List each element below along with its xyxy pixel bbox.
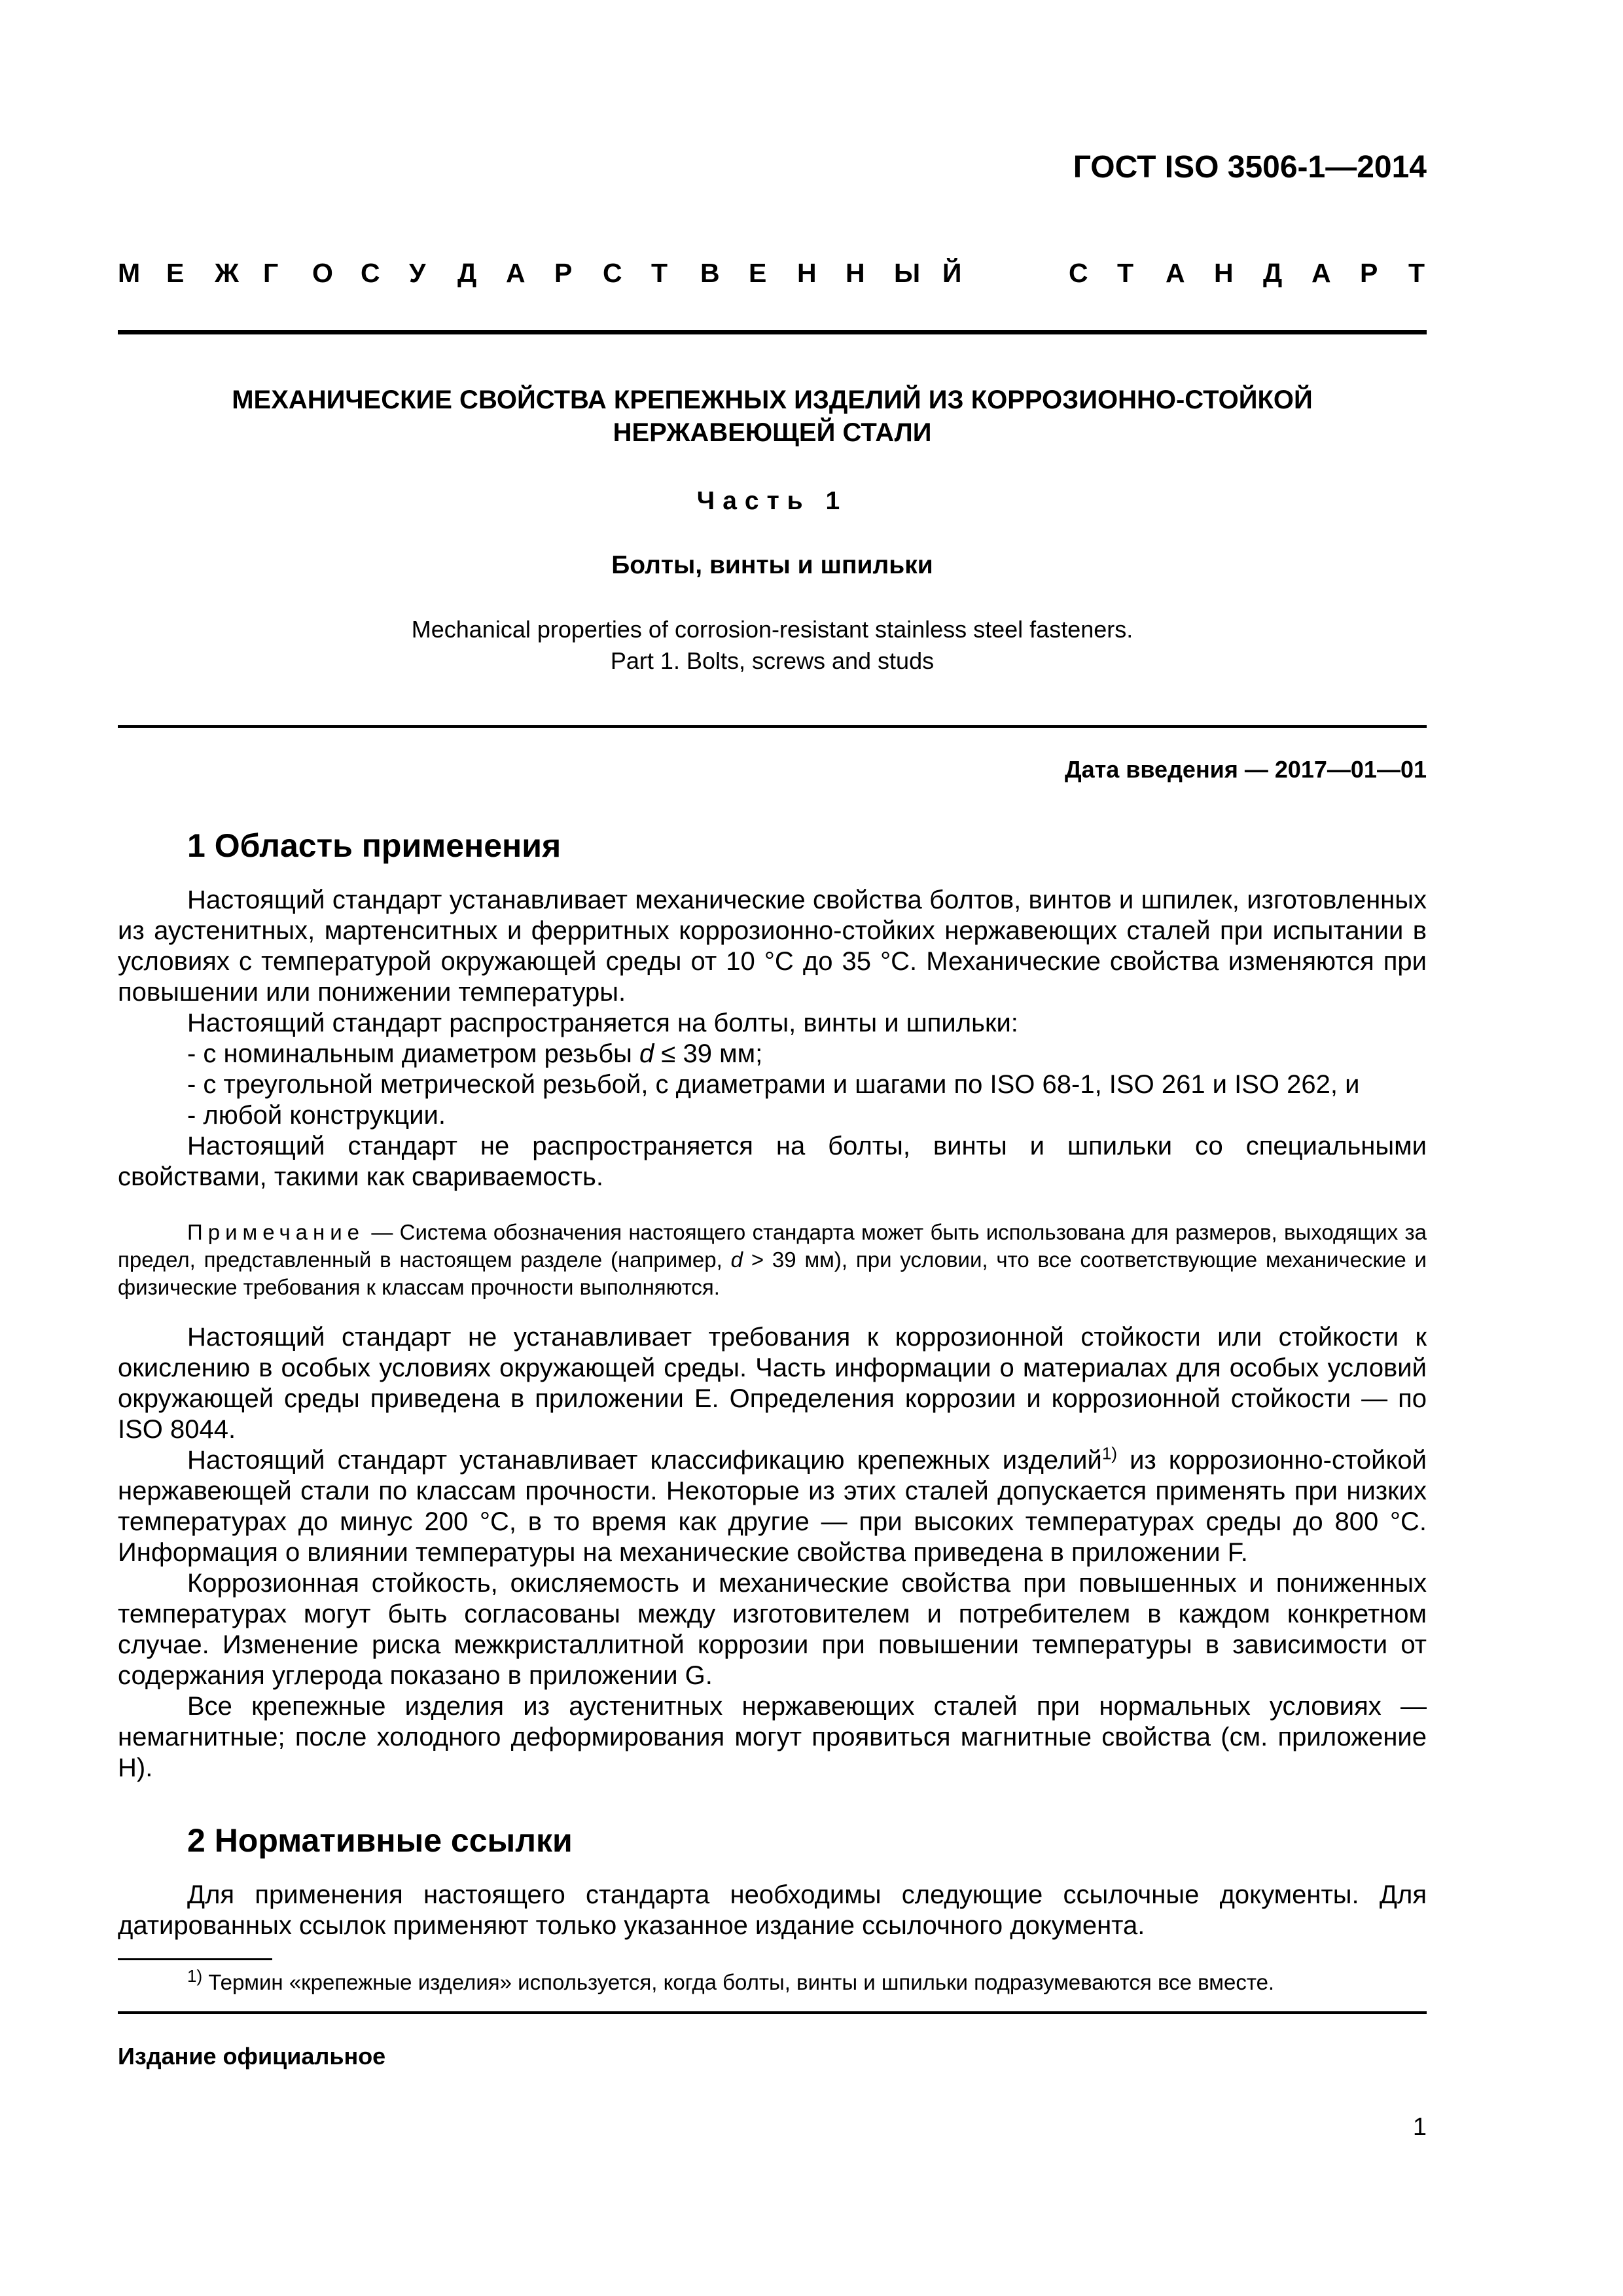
document-code: ГОСТ ISO 3506-1—2014 <box>1073 150 1427 185</box>
paragraph: Коррозионная стойкость, окисляемость и механические свойства при повышенных и пониженных температурах могут быть согласованы между изготовителем и потребителем в каждом конкретном случае. Изменение риска межкристаллитной коррозии при повышении температуры в зависимости от содержания углерода показано в приложении G. <box>118 1569 1427 1690</box>
banner-letter: Й <box>942 258 962 288</box>
banner-letter: А <box>1311 258 1331 288</box>
section-2-body <box>118 1880 1427 1941</box>
footer-rule <box>118 2011 1427 2014</box>
banner-letter: С <box>1069 258 1088 288</box>
banner-letter: Р <box>554 258 573 288</box>
banner-letter: Ы <box>894 258 921 288</box>
list-item: - с номинальным диаметром резьбы d ≤ 39 мм; <box>187 1039 763 1068</box>
paragraph: Настоящий стандарт распространяется на болты, винты и шпильки: <box>187 1009 1018 1037</box>
note: Примечание — Система обозначения настоящего стандарта может быть использована для размеров, выходящих за предел, представленный в настоящем разделе (например, d > 39 мм), при условии, что все соответствующие механические и физические требования к классам прочности выполняются. <box>118 1220 1427 1299</box>
banner-letter: Н <box>846 258 865 288</box>
part-label: Часть 1 <box>696 487 848 515</box>
list-item: - с треугольной метрической резьбой, с диаметрами и шагами по ISO 68-1, ISO 261 и ISO 262, и <box>187 1070 1360 1099</box>
paragraph: Все крепежные изделия из аустенитных нержавеющих сталей при нормальных условиях — немагнитные; после холодного деформирования могут проявиться магнитные свойства (см. приложение Н). <box>118 1692 1427 1782</box>
banner-letter: Т <box>1117 258 1134 288</box>
paragraph: Настоящий стандарт устанавливает механические свойства болтов, винтов и шпилек, изготовленных из аустенитных, мартенситных и ферритных коррозионно-стойких нержавеющих сталей при испытании в условиях с температурой окружающей среды от 10 °С до 35 °С. Механические свойства изменяются при повышении или понижении температуры. <box>118 886 1427 1007</box>
banner-letter: Д <box>1263 258 1283 288</box>
section-1-body-continued <box>118 1322 1427 1784</box>
banner-letter: Н <box>797 258 817 288</box>
introduction-date: Дата введения — 2017—01—01 <box>1064 756 1427 783</box>
footnote-reference: 1) <box>1101 1443 1117 1463</box>
header-rule <box>118 330 1427 334</box>
document-subtitle: Болты, винты и шпильки <box>611 551 933 579</box>
banner-letter: В <box>700 258 720 288</box>
english-title <box>118 614 1427 677</box>
english-title-line-2: Part 1. Bolts, screws and studs <box>610 647 935 674</box>
banner-letter: М <box>118 258 141 288</box>
banner-letter: Г <box>263 258 279 288</box>
footnote-mark: 1) <box>187 1966 203 1986</box>
footnote-separator <box>118 1958 272 1960</box>
paragraph: Для применения настоящего стандарта необходимы следующие ссылочные документы. Для датированных ссылок применяют только указанное издание ссылочного документа. <box>118 1880 1427 1940</box>
page-number: 1 <box>1412 2113 1427 2141</box>
banner-letter: Н <box>1214 258 1234 288</box>
section-2-heading: 2 Нормативные ссылки <box>187 1822 573 1859</box>
title-rule <box>118 725 1427 728</box>
banner-letter: С <box>603 258 622 288</box>
footnote: $^{1)}$ Термин «крепежные изделия» используется, когда болты, винты и шпильки подразумеваются все вместе. <box>187 1966 1275 1994</box>
banner-letter: Ж <box>215 258 240 288</box>
title-line-2: НЕРЖАВЕЮЩЕЙ СТАЛИ <box>613 418 932 447</box>
banner-letter: Е <box>749 258 767 288</box>
paragraph: Настоящий стандарт не устанавливает требования к коррозионной стойкости или стойкости к окислению в особых условиях окружающей среды. Часть информации о материалах для особых условий окружающей среды приведена в приложении Е. Определения коррозии и коррозионной стойкости — по ISO 8044. <box>118 1323 1427 1444</box>
banner-letter: О <box>312 258 333 288</box>
banner-letter: Д <box>457 258 477 288</box>
banner-letter: Р <box>1360 258 1378 288</box>
banner-letter: А <box>1166 258 1185 288</box>
banner-letter: А <box>506 258 526 288</box>
official-edition-label: Издание официальное <box>118 2043 386 2070</box>
document-title <box>118 384 1427 449</box>
banner-letter: С <box>361 258 380 288</box>
banner-letter: Т <box>651 258 668 288</box>
english-title-line-1: Mechanical properties of corrosion-resistant stainless steel fasteners. <box>411 616 1133 643</box>
banner-letter: Е <box>166 258 185 288</box>
title-line-1: МЕХАНИЧЕСКИЕ СВОЙСТВА КРЕПЕЖНЫХ ИЗДЕЛИЙ ИЗ КОРРОЗИОННО-СТОЙКОЙ <box>232 386 1313 414</box>
paragraph: Настоящий стандарт не распространяется на болты, винты и шпильки со специальными свойствами, такими как свариваемость. <box>118 1132 1427 1191</box>
note-label: Примечание <box>187 1220 365 1244</box>
paragraph: Настоящий стандарт устанавливает классификацию крепежных изделий$^{1)}$ из коррозионно-стойкой нержавеющей стали по классам прочности. Некоторые из этих сталей допускается применять при низких температурах до минус 200 °С, в то время как другие — при высоких температурах среды до 800 °С. Информация о влиянии температуры на механические свойства приведена в приложении F. <box>118 1443 1427 1567</box>
banner-letter: У <box>409 258 426 288</box>
list-item: - любой конструкции. <box>187 1101 446 1130</box>
banner-letter: Т <box>1408 258 1425 288</box>
section-1-heading: 1 Область применения <box>187 827 562 864</box>
section-1-body <box>118 885 1427 1193</box>
